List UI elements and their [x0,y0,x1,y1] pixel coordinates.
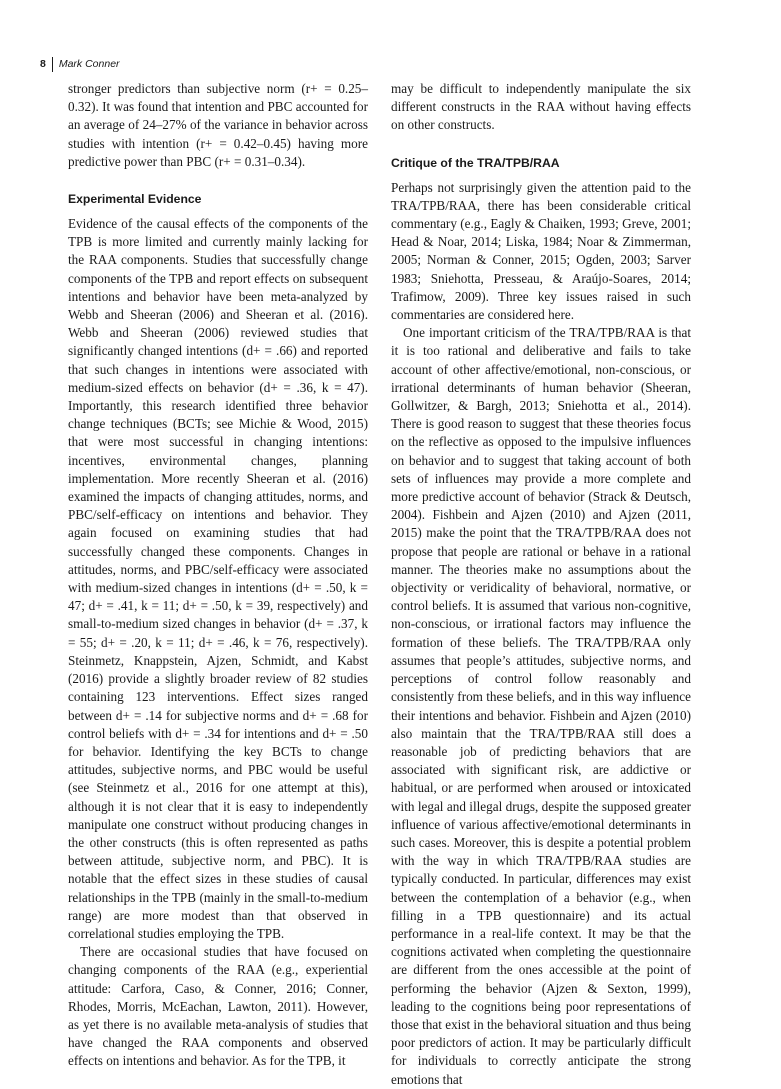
continuation-paragraph: may be difficult to independently manipulate the six different constructs in the RAA without having effects on other constructs. [391,81,691,133]
running-head [40,57,120,71]
body-paragraph: Perhaps not surprisingly given the attention paid to the TRA/TPB/RAA, there has been considerable critical commentary (e.g., Eagly & Chaiken, 1993; Greve, 2001; Head & Noar, 2014; Liska, 1984; Noar & Zimmerman, 2005; Norman & Conner, 2015; Ogden, 2003; Sarver 1983; Sniehotta, Presseau, & Araújo-Soares, 2014; Trafimow, 2009). Three key issues raised in such commentaries are considered here. [391,179,691,323]
body-paragraph: One important criticism of the TRA/TPB/RAA is that it is too rational and deliberative and fails to take account of other affective/emotional, non-conscious, or irrational determinants of human behavior (Sheeran, Gollwitzer, & Bargh, 2013; Sniehotta et al., 2014). There is good reason to suggest that these theories focus on the reflective as opposed to the impulsive influences on behavior and to suggest that taking account of both sets of influences may provide a more complete and more predictive account of behavior (Strack & Deutsch, 2004). Fishbein and Ajzen (2010) and Ajzen (2011, 2015) make the point that the TRA/TPB/RAA does not propose that people are rational or behave in a rational manner. The theories make no assumptions about the objectivity or veridicality of behavioral, normative, or control beliefs. It is assumed that various non-cognitive, non-conscious, or irrational factors may influence the formation of these beliefs. The TRA/TPB/RAA only assumes that people’s attitudes, subjective norms, and perceptions of control follow reasonably and consistently from these beliefs, and in this way influence their intentions and behavior. Fishbein and Ajzen (2010) also maintain that the TRA/TPB/RAA still does a reasonable job of predicting behaviors that are associated with significant risk, are addictive or habitual, or are performed when aroused or intoxicated with legal and illegal drugs, despite the supposed greater influence of various affective/emotional determinants in such cases. Moreover, this is despite a potential problem with the way in which TRA/TPB/RAA studies are typically conducted. In particular, differences may exist between the contemplation of a behavior (e.g., when filling in a TPB questionnaire) and its actual performance in a real-life context. It may be that the cognitions activated when completing the questionnaire are different from the ones accessible at the point of performing the behavior (Ajzen & Sexton, 1999), leading to the cognitions being poor representations of those that exist in the behavioral situation and thus being poor predictors of action. It may be particularly difficult for individuals to correctly anticipate the strong emotions that [391,325,691,1087]
section-heading-critique: Critique of the TRA/TPB/RAA [391,155,560,170]
left-column [68,80,368,1071]
body-paragraph: There are occasional studies that have focused on changing components of the RAA (e.g., experiential attitude: Carfora, Caso, & Conner, 2016; Conner, Rhodes, Morris, McEachan, Lawton, 2011). However, as yet there is no available meta-analysis of studies that have changed the RAA components and observed effects on intentions and behavior. As for the TPB, it [68,944,368,1069]
body-paragraph: Evidence of the causal effects of the components of the TPB is more limited and currently mainly lacking for the RAA components. Studies that successfully change components of the TPB and report effects on subsequent intentions and behavior have been meta-analyzed by Webb and Sheeran (2006) and Sheeran et al. (2016). Webb and Sheeran (2006) reviewed studies that significantly changed intentions (d+ = .66) and reported that such changes in intentions were associated with medium-sized effects on behavior (d+ = .36, k = 47). Importantly, this research identified three behavior change techniques (BCTs; see Michie & Wood, 2015) that were most successful in changing intentions: incentives, environmental changes, planning implementation. More recently Sheeran et al. (2016) examined the impacts of changing attitudes, norms, and PBC/self-efficacy on intentions and behavior. They again focused on examining studies that had successfully changed these components. Changes in attitudes, norms, and PBC/self-efficacy were associated with medium-sized changes in intentions (d+ = .50, k = 47; d+ = .41, k = 11; d+ = .50, k = 39, respectively) and small-to-medium sized changes in behavior (d+ = .37, k = 55; d+ = .20, k = 11; d+ = .46, k = 76, respectively). Steinmetz, Knappstein, Ajzen, Schmidt, and Kabst (2016) provide a slightly broader review of 82 studies containing 123 interventions. Effect sizes ranged between d+ = .14 for subjective norms and d+ = .68 for control beliefs with d+ = .34 for intentions and d+ = .50 for behavior. Identifying the key BCTs to change attitudes, subjective norms, and PBC would be useful (see Steinmetz et al., 2016 for one attempt at this), although it is not clear that it is easy to independently manipulate one construct without producing changes in the other constructs (this is often represented as paths between attitude, subjective norm, and PBC). It is notable that the effect sizes in these studies of causal relationships in the TPB (mainly in the small-to-medium range) are more modest than that observed in correlational studies employing the TPB. [68,216,368,941]
continuation-paragraph: stronger predictors than subjective norm (r+ = 0.25–0.32). It was found that intention and PBC accounted for an average of 24–27% of the variance in behavior across studies with intention (r+ = 0.42–0.45) having more predictive power than PBC (r+ = 0.31–0.34). [68,81,368,169]
section-heading-experimental-evidence: Experimental Evidence [68,192,202,207]
right-column [391,80,691,1089]
page-number: 8 [40,58,46,70]
header-divider [52,57,53,72]
running-head-author: Mark Conner [58,58,120,70]
